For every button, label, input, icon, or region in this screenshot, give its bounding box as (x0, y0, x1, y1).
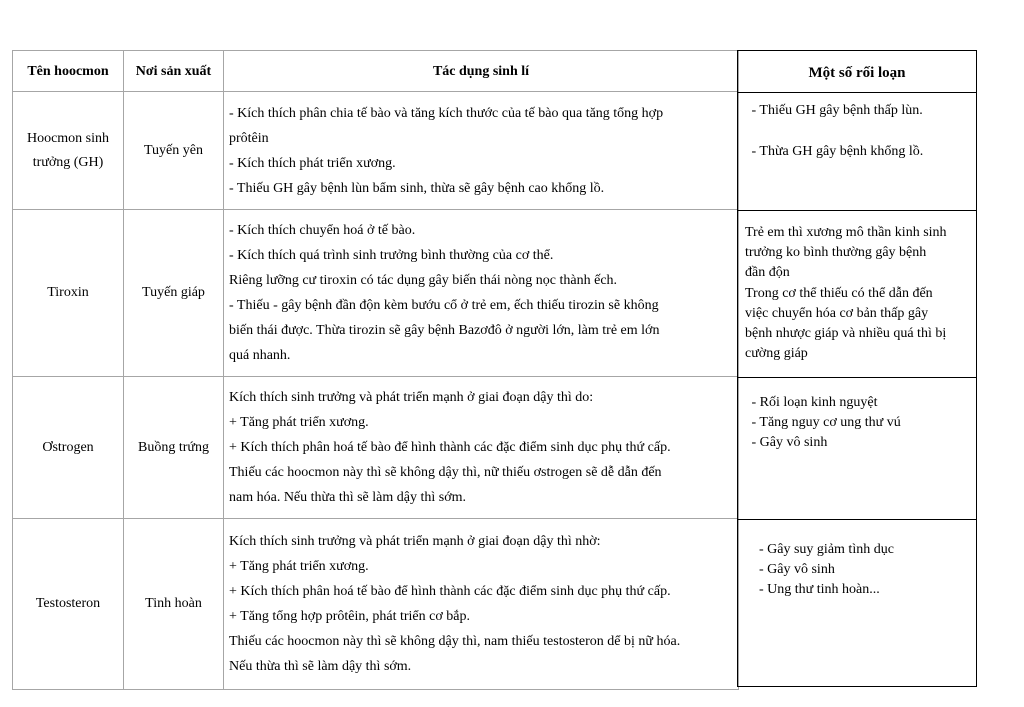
effect-line: biến thái được. Thừa tirozin sẽ gây bệnh Bazơđô ở người lớn, làm trẻ em lớn (229, 323, 660, 338)
effect-line: + Tăng tổng hợp prôtêin, phát triển cơ bắp. (229, 609, 470, 624)
name-line: Tiroxin (47, 285, 89, 300)
effect-line: Thiếu các hoocmon này thì sẽ không dậy thì, nam thiếu testosteron dể bị nữ hóa. (229, 634, 681, 649)
effect-line: nam hóa. Nếu thừa thì sẽ làm dậy thì sớm. (229, 490, 467, 505)
disorder-line: - Gây vô sinh (748, 435, 828, 450)
effect-line: - Kích thích phát triển xương. (229, 155, 396, 171)
disorder-line: - Tăng nguy cơ ung thư vú (748, 415, 901, 430)
effect-line: + Tăng phát triển xương. (229, 559, 369, 574)
disorders-cell (738, 92, 976, 210)
header-row (13, 51, 739, 92)
disorder-line: việc chuyển hóa cơ bản thấp gây (745, 305, 929, 321)
disorder-line: - Thiếu GH gây bệnh thấp lùn. (748, 103, 923, 118)
hormone-table (12, 50, 977, 688)
hormone-name (13, 519, 124, 690)
hormone-effect (224, 519, 739, 690)
hormone-origin: Tuyến giáp (124, 210, 224, 377)
effect-line: - Kích thích phân chia tế bào và tăng kích thước của tế bào qua tăng tổng hợp (229, 105, 664, 121)
header-origin: Nơi sản xuất (124, 51, 224, 92)
name-line: Testosteron (35, 596, 101, 611)
effect-line: Nếu thừa thì sẽ làm dậy thì sớm. (229, 659, 412, 674)
disorder-line: trưởng ko bình thường gây bệnh (745, 245, 927, 261)
header-disorders: Một số rối loạn (808, 65, 906, 81)
hormone-origin: Buồng trứng (124, 377, 224, 519)
name-line: trưởng (GH) (32, 154, 104, 170)
hormone-name (13, 92, 124, 210)
effect-line: - Kích thích quá trình sinh trưởng bình thường của cơ thể. (229, 248, 554, 263)
table-row (13, 519, 739, 690)
disorders-cell (738, 377, 976, 519)
table-row (13, 210, 739, 377)
hormone-name (13, 377, 124, 519)
effect-line: + Kích thích phân hoá tế bào để hình thành các đặc điểm sinh dục phụ thứ cấp. (229, 584, 671, 599)
header-name: Tên hoocmon (13, 51, 124, 92)
hormone-origin: Tuyến yên (124, 92, 224, 210)
hormone-origin: Tinh hoàn (124, 519, 224, 690)
effect-line: - Thiếu - gây bệnh đần độn kèm bướu cổ ở trẻ em, ếch thiếu tirozin sẽ không (229, 298, 659, 313)
effect-line: Thiếu các hoocmon này thì sẽ không dậy thì, nữ thiếu ơstrogen sẽ dễ dẫn đến (229, 465, 662, 480)
hormone-effect (224, 92, 739, 210)
hormone-effect (224, 377, 739, 519)
disorder-line: đần độn (745, 265, 790, 281)
hormone-effect (224, 210, 739, 377)
disorder-line: - Rối loạn kinh nguyệt (748, 395, 878, 410)
effect-line: prôtêin (229, 130, 269, 146)
name-line: Ơstrogen (42, 439, 94, 455)
header-effect: Tác dụng sinh lí (224, 51, 739, 92)
disorders-cell (738, 519, 976, 686)
disorder-line: - Gây suy giảm tình dục (752, 542, 894, 557)
effect-line: Kích thích sinh trưởng và phát triển mạnh ở giai đoạn dậy thì do: (229, 390, 594, 405)
effect-line: - Thiếu GH gây bệnh lùn bẩm sinh, thừa sẽ gây bệnh cao khổng lồ. (229, 180, 605, 196)
disorder-line: - Gây vô sinh (752, 562, 835, 577)
disorder-line: bệnh nhược giáp và nhiều quá thì bị (745, 326, 947, 342)
disorder-line: Trẻ em thì xương mô thần kinh sinh (745, 225, 947, 240)
effect-line: Riêng lưỡng cư tiroxin có tác dụng gây biến thái nòng nọc thành ếch. (229, 273, 618, 288)
name-line: Hoocmon sinh (26, 130, 110, 146)
disorder-line: - Thừa GH gây bệnh khổng lồ. (748, 144, 924, 159)
main-table (12, 50, 739, 690)
disorder-line: Trong cơ thể thiếu có thể dẫn đến (745, 285, 933, 301)
table-row (13, 377, 739, 519)
effect-line: + Tăng phát triển xương. (229, 415, 369, 430)
effect-line: Kích thích sinh trưởng và phát triển mạnh ở giai đoạn dậy thì nhờ: (229, 534, 601, 549)
disorders-cell (738, 210, 976, 377)
effect-line: + Kích thích phân hoá tế bào để hình thành các đặc điểm sinh dục phụ thứ cấp. (229, 440, 671, 455)
disorder-line: cường giáp (745, 346, 808, 362)
disorders-column (737, 50, 977, 687)
disorder-line (748, 121, 976, 141)
effect-line: quá nhanh. (229, 348, 291, 363)
table-row (13, 92, 739, 210)
hormone-name (13, 210, 124, 377)
effect-line: - Kích thích chuyển hoá ở tế bào. (229, 223, 416, 238)
disorder-line: - Ung thư tinh hoàn... (752, 582, 880, 597)
